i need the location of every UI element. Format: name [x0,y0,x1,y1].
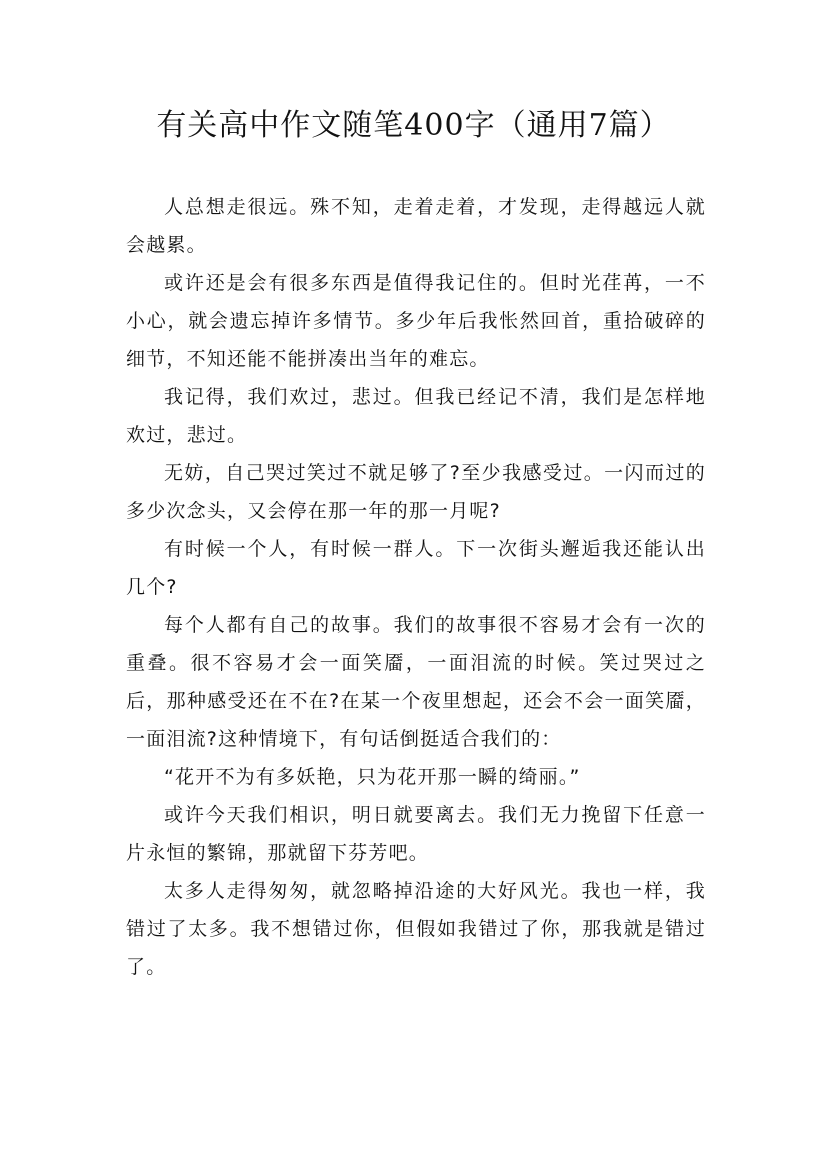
paragraph: 人总想走很远。殊不知，走着走着，才发现，走得越远人就会越累。 [126,196,706,256]
paragraph: 无妨，自己哭过笑过不就足够了?至少我感受过。一闪而过的多少次念头，又会停在那一年的那一月呢? [126,462,706,522]
quote-paragraph: “花开不为有多妖艳，只为花开那一瞬的绮丽。” [164,766,581,788]
paragraph: 或许今天我们相识，明日就要离去。我们无力挽留下任意一片永恒的繁锦，那就留下芬芳吧。 [126,804,706,864]
document-title: 有关高中作文随笔400字（通用7篇） [156,108,671,143]
paragraph: 或许还是会有很多东西是值得我记住的。但时光荏苒，一不小心，就会遗忘掉许多情节。多少年后我怅然回首，重拾破碎的细节，不知还能不能拼凑出当年的难忘。 [126,272,706,370]
document-body [126,188,706,986]
paragraph: 我记得，我们欢过，悲过。但我已经记不清，我们是怎样地欢过，悲过。 [126,386,706,446]
paragraph: 每个人都有自己的故事。我们的故事很不容易才会有一次的重叠。很不容易才会一面笑靥，一面泪流的时候。笑过哭过之后，那种感受还在不在?在某一个夜里想起，还会不会一面笑靥，一面泪流?这种情境下，有句话倒挺适合我们的： [126,614,706,750]
paragraph: 太多人走得匆匆，就忽略掉沿途的大好风光。我也一样，我错过了太多。我不想错过你，但假如我错过了你，那我就是错过了。 [126,880,706,978]
paragraph: 有时候一个人，有时候一群人。下一次街头邂逅我还能认出几个? [126,538,706,598]
